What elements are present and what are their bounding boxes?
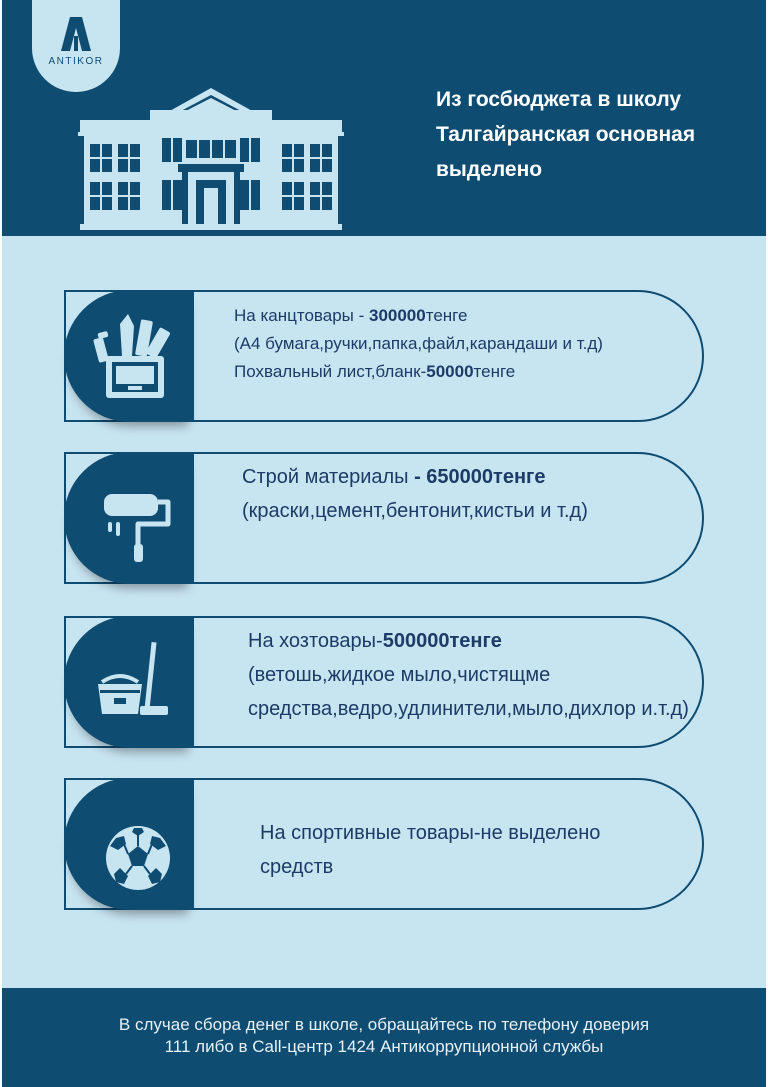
item-text <box>234 302 603 386</box>
footer-line-2: 111 либо в Call-центр 1424 Антикоррупционной службы <box>164 1037 604 1056</box>
item-label: На спортивные товары-не выделено <box>260 822 601 844</box>
logo-text: ANTIKOR <box>48 56 104 67</box>
item-details: (краски,цемент,бентонит,кистьи и т.д) <box>242 500 588 522</box>
item-details: (А4 бумага,ручки,папка,файл,карандаши и т.д) <box>234 334 603 353</box>
footer-text <box>2 1014 766 1058</box>
header-title: Из госбюджета в школу Талгайранская основная выделено <box>436 88 696 181</box>
item-card-household <box>64 616 704 748</box>
item-details: средств <box>260 856 334 878</box>
item-text <box>260 816 600 884</box>
bucket-mop-icon <box>90 636 176 728</box>
logo <box>32 0 120 92</box>
item-amount: - 650000тенге <box>414 466 546 488</box>
item-card-sports <box>64 778 704 910</box>
football-icon <box>90 798 176 890</box>
item-details: (ветошь,жидкое мыло,чистящме <box>248 664 551 686</box>
item-details: средства,ведро,удлинители,мыло,дихлор и.т.д) <box>248 698 689 720</box>
icon-circle <box>64 290 194 422</box>
icon-circle <box>64 778 194 910</box>
item-label: На хозтовары- <box>248 630 383 652</box>
item-amount: 300000 <box>368 306 426 325</box>
item-unit: тенге <box>425 306 468 325</box>
header-banner <box>2 0 766 236</box>
antikor-logo-icon <box>60 16 92 52</box>
footer-line-1: В случае сбора денег в школе, обращайтесь по телефону доверия <box>118 1015 650 1034</box>
item-amount: 50000 <box>426 362 474 381</box>
item-label: На канцтовары - <box>234 306 369 325</box>
item-card-stationery <box>64 290 704 422</box>
item-card-construction <box>64 452 704 584</box>
item-amount: 500000тенге <box>382 630 502 652</box>
item-label: Строй материалы <box>242 466 415 488</box>
school-building-icon <box>78 84 344 230</box>
footer-banner <box>2 988 766 1087</box>
icon-circle <box>64 616 194 748</box>
item-text <box>242 460 588 528</box>
item-label: Похвальный лист,бланк- <box>234 362 427 381</box>
stationery-icon <box>90 310 176 402</box>
icon-circle <box>64 452 194 584</box>
content-area <box>2 236 766 988</box>
paint-roller-icon <box>90 472 176 564</box>
item-unit: тенге <box>473 362 516 381</box>
item-text <box>248 624 689 726</box>
